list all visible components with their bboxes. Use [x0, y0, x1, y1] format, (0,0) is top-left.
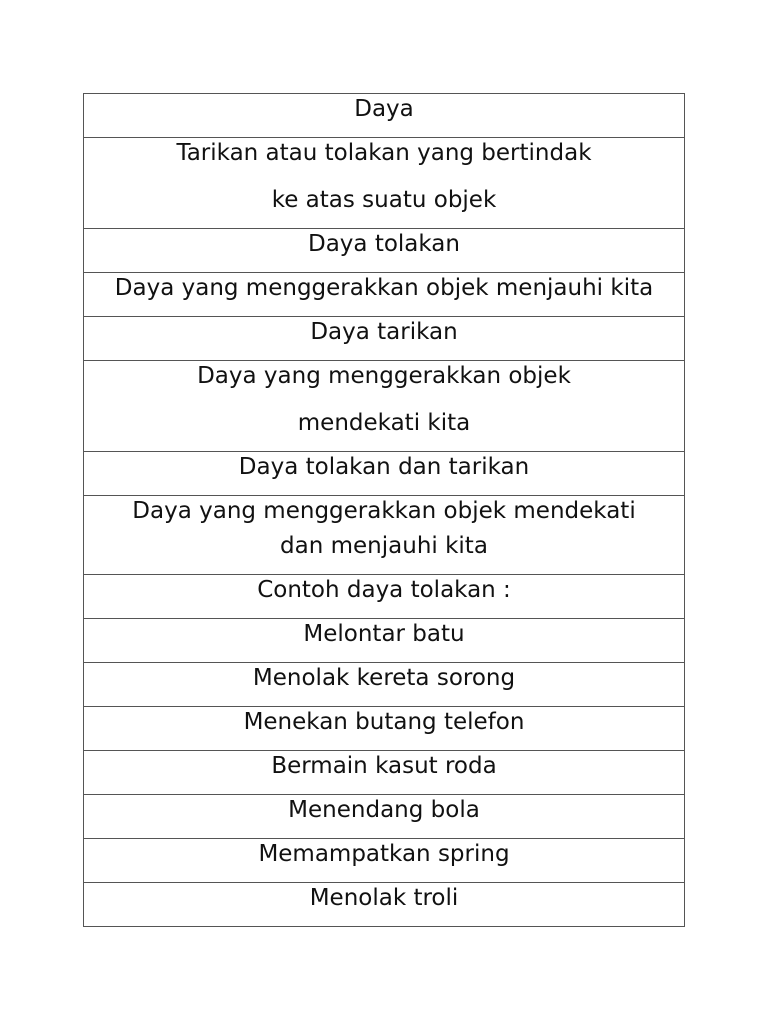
table-row	[84, 575, 684, 619]
cell-text: Daya tarikan	[310, 319, 458, 345]
cell-text: ke atas suatu objek	[271, 187, 497, 213]
table-row	[84, 94, 684, 138]
cell-text: Bermain kasut roda	[271, 753, 497, 779]
cell-text: dan menjauhi kita	[280, 533, 488, 559]
table-row	[84, 138, 684, 229]
table-row	[84, 707, 684, 751]
table-row	[84, 496, 684, 575]
cell-text: Menendang bola	[288, 797, 480, 823]
cell-text: Daya tolakan dan tarikan	[238, 454, 530, 480]
cell-text: Daya tolakan	[308, 231, 460, 257]
definition-table	[83, 93, 685, 927]
table-row	[84, 663, 684, 707]
table-row	[84, 229, 684, 273]
table-row	[84, 452, 684, 496]
table-row	[84, 839, 684, 883]
table-row	[84, 361, 684, 452]
table-row	[84, 317, 684, 361]
cell-text: Menolak kereta sorong	[252, 665, 516, 691]
cell-text: Contoh daya tolakan :	[257, 577, 511, 603]
cell-text: Menekan butang telefon	[243, 709, 525, 735]
cell-text: Memampatkan spring	[258, 841, 510, 867]
cell-text: Tarikan atau tolakan yang bertindak	[176, 140, 592, 166]
table-row	[84, 883, 684, 927]
table-row	[84, 795, 684, 839]
cell-text: Daya yang menggerakkan objek mendekati	[132, 498, 636, 524]
table-row	[84, 273, 684, 317]
table-row	[84, 619, 684, 663]
cell-text: Daya yang menggerakkan objek	[197, 363, 571, 389]
table-row	[84, 751, 684, 795]
cell-text: Melontar batu	[303, 621, 465, 647]
cell-text: Menolak troli	[309, 885, 459, 911]
cell-text: Daya yang menggerakkan objek menjauhi kita	[114, 275, 654, 301]
cell-text: mendekati kita	[297, 410, 471, 436]
cell-text: Daya	[354, 96, 414, 122]
